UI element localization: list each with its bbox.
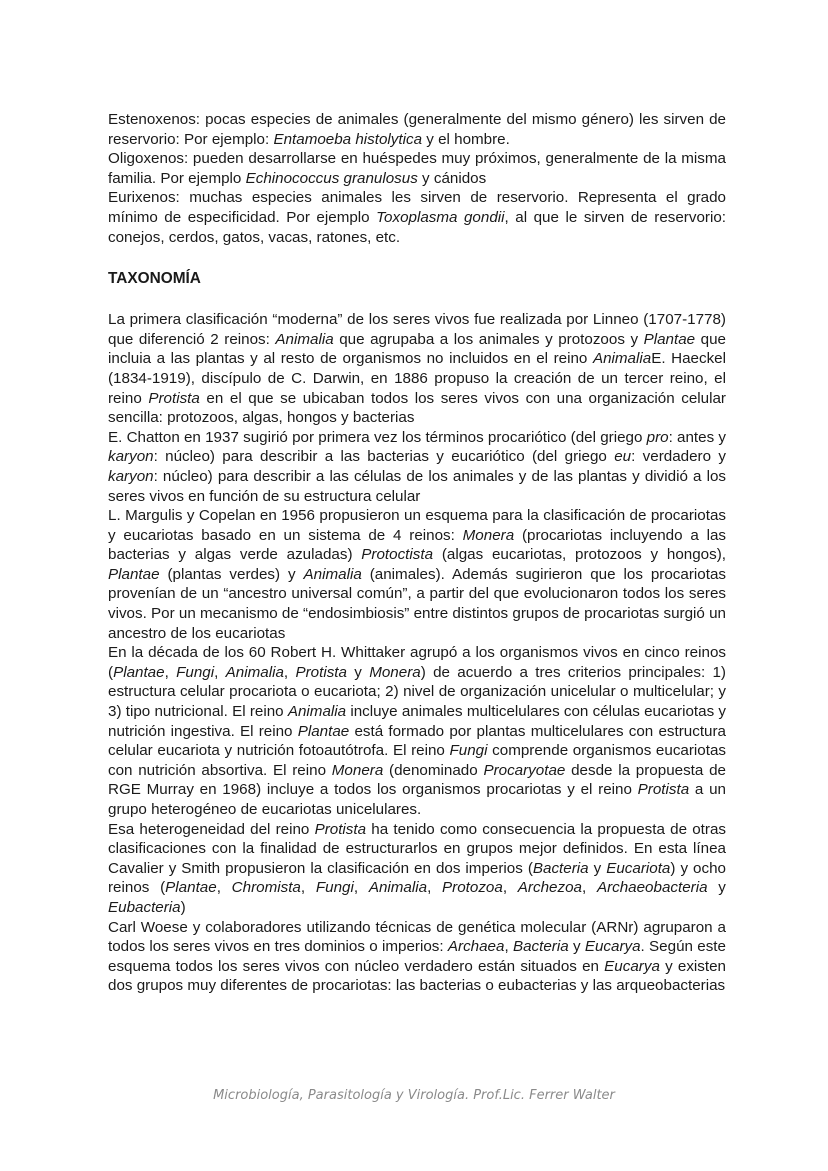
text-run: , [502, 879, 518, 897]
text-run: y existen dos grupos muy diferentes de procariotas: las bacterias o eubacterias y las arqueobacterias [108, 957, 726, 995]
text-run: En la década de los 60 Robert H. Whittaker agrupó a los organismos vivos en cinco reinos ( [108, 644, 726, 681]
paragraph [108, 820, 726, 918]
paragraph [108, 149, 726, 188]
italic-term: eu [614, 448, 632, 466]
text-run: : núcleo) para describir a las bacterias y eucariótico (del griego [153, 448, 615, 466]
text-run: y [346, 663, 370, 681]
reservoir-types-section [108, 110, 726, 247]
italic-term: Plantae [113, 663, 165, 681]
italic-term: Chromista [231, 879, 301, 897]
paragraph [108, 643, 726, 819]
text-run: , [283, 663, 296, 681]
text-run: , [164, 663, 177, 681]
text-run: (plantas verdes) y [159, 565, 304, 583]
paragraph [108, 428, 726, 506]
italic-term: Archezoa [517, 879, 582, 897]
italic-term: Echinococcus granulosus [245, 169, 418, 187]
italic-term: Plantae [108, 565, 160, 583]
italic-term: karyon [108, 467, 154, 485]
text-run: incluye animales multicelulares con células eucariotas y nutrición ingestiva. El reino [108, 703, 726, 740]
italic-term: Protoctista [361, 546, 434, 564]
text-run: está formado por plantas multicelulares con estructura celular eucariota y nutrición fotoautótrofa. El reino [108, 722, 726, 760]
text-run: Eurixenos: muchas especies animales les sirven de reservorio. Representa el grado mínimo de especificidad. Por ejemplo [108, 189, 726, 226]
text-run: (procariotas incluyendo a las bacterias y algas verde azuladas) [108, 526, 726, 564]
italic-term: Eucariota [606, 859, 671, 877]
text-run: que agrupaba a los animales y protozoos y [333, 330, 644, 348]
italic-term: Protista [637, 781, 690, 799]
paragraph [108, 188, 726, 247]
italic-term: Protista [295, 663, 347, 681]
text-run: ) [180, 898, 186, 916]
text-run: Esa heterogeneidad del reino [108, 820, 315, 838]
text-run: E. Chatton en 1937 sugirió por primera vez los términos procariótico (del griego [108, 428, 647, 446]
text-run: (denominado [383, 761, 484, 779]
text-run: ) de acuerdo a tres criterios principales: 1) estructura celular procariota o eucariota; 2) nivel de organización unicelular o multicelular; y 3) tipo nutricional. El reino [108, 663, 726, 721]
document-page [108, 110, 726, 996]
page-footer: Microbiología, Parasitología y Virología. Prof.Lic. Ferrer Walter [213, 1088, 615, 1103]
italic-term: Animalia [592, 350, 652, 368]
text-run: y [588, 859, 607, 877]
text-run: L. Margulis y Copelan en 1956 propusieron un esquema para la clasificación de procariotas y eucariotas basado en un sistema de 4 reinos: [108, 507, 726, 544]
italic-term: karyon [108, 448, 154, 466]
italic-term: Entamoeba histolytica [273, 130, 423, 148]
italic-term: Plantae [165, 879, 217, 897]
italic-term: Protista [148, 389, 200, 407]
section-heading-taxonomia: TAXONOMÍA [108, 270, 201, 288]
text-run: , [300, 879, 316, 897]
italic-term: Eucarya [584, 938, 641, 956]
text-run: y el hombre. [422, 130, 510, 148]
italic-term: Fungi [315, 879, 354, 897]
text-run: , [427, 879, 443, 897]
text-run: : verdadero y [631, 448, 726, 466]
italic-term: Monera [331, 761, 384, 779]
text-run: . Según este esquema todos los seres vivos con núcleo verdadero están situados en [108, 938, 726, 975]
text-run: ha tenido como consecuencia la propuesta de otras clasificaciones con la finalidad de estructurarlos en grupos mejor definidos. En esta línea Cavalier y Smith propusieron la clasificación en dos imperios ( [108, 820, 726, 877]
italic-term: Animalia [275, 330, 334, 348]
text-run: , [581, 879, 597, 897]
italic-term: pro [646, 428, 669, 446]
text-run: , [214, 663, 226, 681]
text-run: comprende organismos eucariotas con nutrición absortiva. El reino [108, 742, 727, 779]
paragraph [108, 506, 726, 643]
italic-term: Protista [314, 820, 367, 838]
paragraph [108, 110, 726, 149]
text-run: Oligoxenos: pueden desarrollarse en huéspedes muy próximos, generalmente de la misma familia. Por ejemplo [108, 150, 726, 187]
text-run: y [707, 879, 726, 897]
italic-term: Plantae [297, 722, 350, 740]
italic-term: Animalia [287, 703, 347, 721]
italic-term: Procaryotae [483, 761, 566, 779]
italic-term: Monera [369, 663, 421, 681]
italic-term: Protozoa [442, 879, 503, 897]
text-run: ) y ocho reinos ( [108, 859, 726, 897]
text-run: a un grupo heterogéneo de eucariotas unicelulares. [108, 781, 726, 818]
taxonomy-section [108, 310, 726, 996]
italic-term: Fungi [176, 663, 215, 681]
italic-term: Plantae [643, 330, 696, 348]
text-run: y cánidos [417, 169, 487, 187]
italic-term: Toxoplasma gondii [376, 208, 505, 226]
text-run: Estenoxenos: pocas especies de animales (generalmente del mismo género) les sirven de reservorio: Por ejemplo: [108, 111, 726, 148]
text-run: : núcleo) para describir a las células de los animales y de las plantas y dividió a los seres vivos en función de su estructura celular [108, 467, 726, 505]
text-run: (animales). Además sugirieron que los procariotas provenían de un “ancestro universal común”, a partir del que evolucionaron todos los seres vivos. Por un mecanismo de “endosimbiosis” entre distintos grupos de procariotas surgió un ancestro de los eucariotas [108, 565, 726, 642]
italic-term: Archaea [447, 938, 505, 956]
italic-term: Animalia [368, 879, 428, 897]
text-run: Carl Woese y colaboradores utilizando técnicas de genética molecular (ARNr) agruparon a todos los seres vivos en tres dominios o imperios: [108, 918, 726, 956]
text-run: que incluia a las plantas y al resto de organismos no incluidos en el reino [108, 330, 727, 368]
text-run: , [504, 938, 513, 956]
paragraph [108, 918, 726, 996]
italic-term: Bacteria [532, 859, 589, 877]
text-run: y [568, 938, 585, 956]
italic-term: Archaeobacteria [596, 879, 708, 897]
text-run: (algas eucariotas, protozoos y hongos), [433, 546, 726, 564]
text-run: : antes y [668, 428, 727, 446]
text-run: , al que le sirven de reservorio: conejos, cerdos, gatos, vacas, ratones, etc. [108, 208, 726, 246]
text-run: en el que se ubicaban todos los seres vivos con una organización celular sencilla: protozoos, algas, hongos y bacterias [108, 389, 726, 427]
text-run: La primera clasificación “moderna” de los seres vivos fue realizada por Linneo (1707-1778) que diferenció 2 reinos: [108, 311, 726, 348]
italic-term: Eubacteria [108, 898, 181, 916]
italic-term: Bacteria [512, 938, 569, 956]
text-run: E. Haeckel (1834-1919), discípulo de C. Darwin, en 1886 propuso la creación de un tercer reino, el reino [108, 350, 726, 407]
italic-term: Monera [462, 526, 515, 544]
text-run: , [353, 879, 369, 897]
italic-term: Fungi [449, 742, 488, 760]
italic-term: Animalia [303, 565, 362, 583]
paragraph [108, 310, 726, 428]
italic-term: Eucarya [604, 957, 660, 975]
italic-term: Animalia [225, 663, 284, 681]
text-run: desde la propuesta de RGE Murray en 1968) incluye a todos los organismos procariotas y el reino [108, 761, 726, 799]
text-run: , [216, 879, 232, 897]
